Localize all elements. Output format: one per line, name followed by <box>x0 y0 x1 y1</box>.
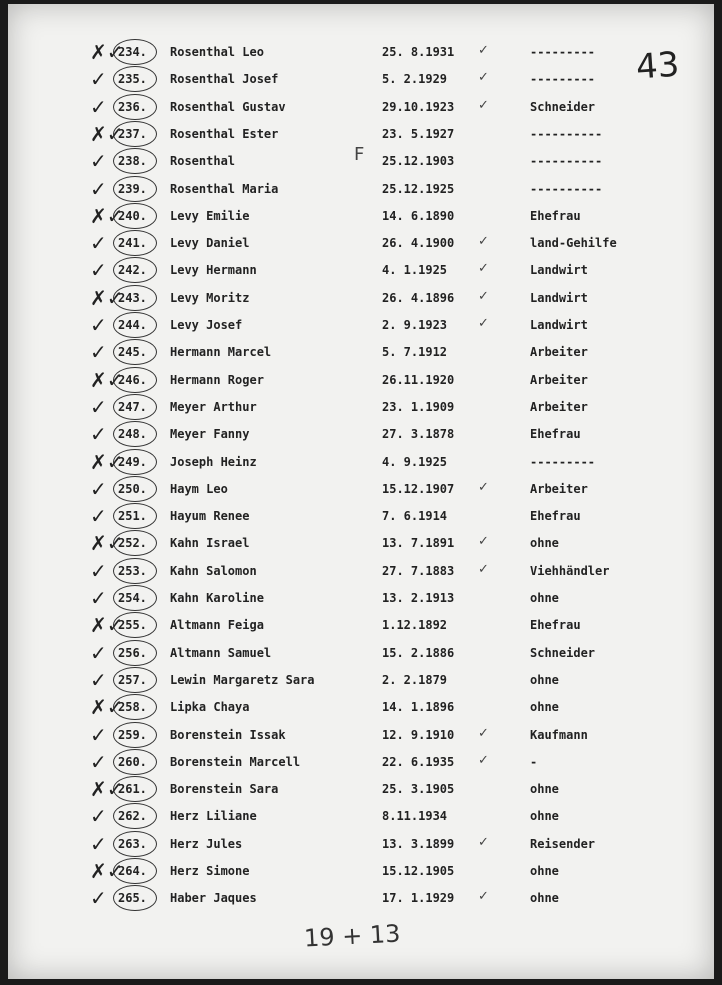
entry-name: Herz Jules <box>170 836 243 851</box>
tick-mark-icon: ✓ <box>90 667 107 692</box>
entry-birth-date: 4. 1.1925 <box>382 263 448 278</box>
list-item <box>8 151 714 178</box>
entry-birth-date: 23. 5.1927 <box>382 126 455 141</box>
entry-name: Meyer Arthur <box>170 399 257 414</box>
entry-occupation: Schneider <box>530 645 596 660</box>
entry-occupation: Landwirt <box>530 318 588 332</box>
entry-number: 253. <box>118 563 147 578</box>
entry-name: Haym Leo <box>170 481 228 496</box>
list-item <box>8 506 714 533</box>
entry-birth-date: 15. 2.1886 <box>382 645 455 660</box>
entry-name: Meyer Fanny <box>170 427 250 442</box>
entry-birth-date: 14. 6.1890 <box>382 208 455 223</box>
list-item <box>8 749 714 779</box>
entry-name: Levy Emilie <box>170 208 250 223</box>
entry-name: Rosenthal <box>170 154 236 169</box>
entry-name: Rosenthal Leo <box>170 45 264 59</box>
entry-number: 258. <box>118 700 147 715</box>
entry-number: 248. <box>118 427 147 442</box>
entry-occupation: --------- <box>530 72 596 87</box>
tick-mark-icon: ✓ <box>90 831 107 856</box>
entry-number: 243. <box>118 290 147 305</box>
tick-mark-icon: ✓ <box>90 340 107 365</box>
entry-name: Altmann Feiga <box>170 618 264 633</box>
entry-number: 259. <box>118 727 147 742</box>
entry-occupation: Viehhändler <box>530 563 610 578</box>
list-item <box>8 779 714 806</box>
entry-occupation: ohne <box>530 891 559 906</box>
list-item <box>8 285 714 315</box>
entry-name: Borenstein Issak <box>170 727 286 742</box>
document-page <box>8 4 714 979</box>
entry-birth-date: 25.12.1925 <box>382 181 455 196</box>
entry-occupation: ohne <box>530 536 559 551</box>
entry-birth-date: 26. 4.1900 <box>382 236 455 251</box>
tick-mark-icon: ✗✓ <box>90 203 124 228</box>
entry-number: 245. <box>118 345 147 360</box>
entry-name: Rosenthal Ester <box>170 126 279 141</box>
entry-birth-date: 23. 1.1909 <box>382 399 455 414</box>
tick-mark-icon: ✓ <box>90 640 107 665</box>
check-mark-icon: ✓ <box>478 725 489 741</box>
entry-number: 246. <box>118 372 147 387</box>
list-item <box>8 121 714 151</box>
entry-birth-date: 12. 9.1910 <box>382 727 455 742</box>
entry-number: 236. <box>118 99 147 114</box>
tick-mark-icon: ✓ <box>90 558 107 583</box>
entry-name: Lipka Chaya <box>170 700 250 715</box>
entry-name: Kahn Karoline <box>170 591 264 605</box>
entry-number: 240. <box>118 208 147 223</box>
tick-mark-icon: ✓ <box>90 149 107 174</box>
tick-mark-icon: ✓ <box>90 67 107 92</box>
list-item <box>8 233 714 260</box>
tick-mark-icon: ✗✓ <box>90 613 124 638</box>
entry-number: 261. <box>118 782 147 797</box>
check-mark-icon: ✓ <box>478 479 489 495</box>
entry-occupation: Arbeiter <box>530 345 588 360</box>
tick-mark-icon: ✓ <box>90 886 107 911</box>
entry-occupation: Reisender <box>530 836 596 851</box>
tick-mark-icon: ✗✓ <box>90 777 124 802</box>
list-item <box>8 94 714 124</box>
check-mark-icon: ✓ <box>478 234 489 250</box>
entry-occupation: ohne <box>530 809 559 824</box>
entry-birth-date: 13. 7.1891 <box>382 536 455 551</box>
entry-number: 244. <box>118 318 147 332</box>
entry-occupation: ohne <box>530 700 559 715</box>
entry-occupation: Ehefrau <box>530 618 581 633</box>
list-item <box>8 831 714 861</box>
tick-mark-icon: ✓ <box>90 231 107 256</box>
tick-mark-icon: ✓ <box>90 422 107 447</box>
entry-occupation: --------- <box>530 454 596 469</box>
entry-number: 235. <box>118 72 147 87</box>
tick-mark-icon: ✓ <box>90 504 107 529</box>
entry-name: Lewin Margaretz Sara <box>170 672 315 687</box>
entry-name: Rosenthal Gustav <box>170 99 286 114</box>
list-item <box>8 260 714 287</box>
entry-name: Kahn Israel <box>170 536 250 551</box>
list-item <box>8 449 714 479</box>
list-item <box>8 667 714 697</box>
entry-birth-date: 27. 7.1883 <box>382 563 455 578</box>
list-item <box>8 42 714 69</box>
check-mark-icon: ✓ <box>478 70 489 86</box>
entry-number: 238. <box>118 154 147 169</box>
entry-number: 251. <box>118 509 147 524</box>
entry-occupation: ohne <box>530 782 559 797</box>
entry-birth-date: 5. 2.1929 <box>382 72 448 87</box>
check-mark-icon: ✓ <box>478 889 489 905</box>
entry-number: 264. <box>118 864 147 878</box>
entry-occupation: ohne <box>530 672 559 687</box>
check-mark-icon: ✓ <box>478 316 489 331</box>
entry-number: 241. <box>118 236 147 251</box>
entry-birth-date: 26. 4.1896 <box>382 290 455 305</box>
entry-occupation: Arbeiter <box>530 372 588 387</box>
entry-name: Haber Jaques <box>170 891 257 906</box>
entry-occupation: Arbeiter <box>530 481 588 496</box>
entry-number: 242. <box>118 263 147 278</box>
entry-birth-date: 29.10.1923 <box>382 99 455 114</box>
list-item <box>8 861 714 888</box>
tick-mark-icon: ✓ <box>90 749 107 774</box>
list-item <box>8 342 714 369</box>
list-item <box>8 203 714 233</box>
check-mark-icon: ✓ <box>478 752 489 768</box>
entry-name: Levy Daniel <box>170 236 250 251</box>
entry-occupation: ---------- <box>530 181 603 196</box>
check-mark-icon: ✓ <box>478 534 489 550</box>
entry-number: 239. <box>118 181 147 196</box>
entry-name: Herz Simone <box>170 864 250 878</box>
entry-name: Borenstein Marcell <box>170 754 301 769</box>
entry-birth-date: 15.12.1905 <box>382 864 455 878</box>
entry-birth-date: 13. 3.1899 <box>382 836 455 851</box>
entry-occupation: ohne <box>530 864 559 878</box>
entry-birth-date: 1.12.1892 <box>382 618 448 633</box>
entry-number: 256. <box>118 645 147 660</box>
entry-name: Rosenthal Maria <box>170 181 279 196</box>
tick-mark-icon: ✗✓ <box>90 695 124 720</box>
tick-mark-icon: ✗✓ <box>90 859 124 883</box>
entry-birth-date: 25. 3.1905 <box>382 782 455 797</box>
entry-number: 250. <box>118 481 147 496</box>
entry-number: 255. <box>118 618 147 633</box>
entry-name: Levy Moritz <box>170 290 250 305</box>
tick-mark-icon: ✗✓ <box>90 285 124 310</box>
entry-name: Joseph Heinz <box>170 454 257 469</box>
tick-mark-icon: ✓ <box>90 176 107 201</box>
tick-mark-icon: ✗✓ <box>90 121 124 146</box>
list-item <box>8 558 714 588</box>
entry-name: Levy Hermann <box>170 263 257 278</box>
entry-number: 262. <box>118 809 147 824</box>
handwritten-total: 19 + 13 <box>303 919 402 953</box>
entry-birth-date: 25.12.1903 <box>382 154 455 169</box>
entry-occupation: Ehefrau <box>530 427 581 442</box>
tick-mark-icon: ✓ <box>90 313 107 337</box>
entry-occupation: - <box>530 754 538 769</box>
entry-birth-date: 15.12.1907 <box>382 481 455 496</box>
list-item <box>8 640 714 670</box>
entry-birth-date: 4. 9.1925 <box>382 454 448 469</box>
tick-mark-icon: ✓ <box>90 476 107 501</box>
entry-birth-date: 2. 2.1879 <box>382 672 448 687</box>
entry-name: Hayum Renee <box>170 509 250 524</box>
entry-birth-date: 7. 6.1914 <box>382 509 448 524</box>
list-item <box>8 315 714 342</box>
entry-birth-date: 27. 3.1878 <box>382 427 455 442</box>
list-item <box>8 697 714 724</box>
entry-birth-date: 17. 1.1929 <box>382 891 455 906</box>
tick-mark-icon: ✗✓ <box>90 531 124 556</box>
tick-mark-icon: ✗✓ <box>90 449 124 474</box>
entry-occupation: ---------- <box>530 154 603 169</box>
entry-birth-date: 25. 8.1931 <box>382 45 455 59</box>
list-item <box>8 476 714 506</box>
entry-birth-date: 8.11.1934 <box>382 809 448 824</box>
entry-number: 252. <box>118 536 147 551</box>
list-item <box>8 69 714 96</box>
entry-number: 263. <box>118 836 147 851</box>
list-item <box>8 394 714 424</box>
check-mark-icon: ✓ <box>478 834 489 850</box>
entry-birth-date: 5. 7.1912 <box>382 345 448 360</box>
list-item <box>8 176 714 206</box>
tick-mark-icon: ✓ <box>90 394 107 419</box>
entry-name: Rosenthal Josef <box>170 72 279 87</box>
entry-occupation: --------- <box>530 45 596 59</box>
entry-name: Hermann Marcel <box>170 345 272 360</box>
entry-number: 260. <box>118 754 147 769</box>
entry-name: Borenstein Sara <box>170 782 279 797</box>
check-mark-icon: ✓ <box>478 561 489 577</box>
page-number: 43 <box>634 44 681 88</box>
entry-name: Hermann Roger <box>170 372 264 387</box>
list-item <box>8 888 714 915</box>
entry-number: 257. <box>118 672 147 687</box>
entry-number: 247. <box>118 399 147 414</box>
tick-mark-icon: ✓ <box>90 722 107 747</box>
entry-birth-date: 26.11.1920 <box>382 372 455 387</box>
entry-occupation: Ehefrau <box>530 509 581 524</box>
margin-note: F <box>354 144 365 165</box>
entry-occupation: Schneider <box>530 99 596 114</box>
tick-mark-icon: ✓ <box>90 586 107 610</box>
entry-occupation: Kaufmann <box>530 727 588 742</box>
entry-number: 265. <box>118 891 147 906</box>
entry-number: 237. <box>118 126 147 141</box>
entry-number: 234. <box>118 45 147 59</box>
entry-name: Levy Josef <box>170 318 243 332</box>
check-mark-icon: ✓ <box>478 97 489 113</box>
entry-number: 254. <box>118 591 147 605</box>
entry-birth-date: 14. 1.1896 <box>382 700 455 715</box>
entry-birth-date: 13. 2.1913 <box>382 591 455 605</box>
list-item <box>8 722 714 752</box>
check-mark-icon: ✓ <box>478 261 489 277</box>
entry-birth-date: 22. 6.1935 <box>382 754 455 769</box>
entry-name: Kahn Salomon <box>170 563 257 578</box>
tick-mark-icon: ✗✓ <box>90 40 124 64</box>
entry-occupation: ---------- <box>530 126 603 141</box>
list-item <box>8 424 714 451</box>
entry-occupation: Arbeiter <box>530 399 588 414</box>
entry-occupation: ohne <box>530 591 559 605</box>
entry-occupation: Landwirt <box>530 263 588 278</box>
tick-mark-icon: ✓ <box>90 804 107 829</box>
entry-name: Altmann Samuel <box>170 645 272 660</box>
entry-birth-date: 2. 9.1923 <box>382 318 448 332</box>
entry-occupation: Landwirt <box>530 290 588 305</box>
list-item <box>8 806 714 833</box>
tick-mark-icon: ✓ <box>90 258 107 283</box>
entry-number: 249. <box>118 454 147 469</box>
entry-occupation: Ehefrau <box>530 208 581 223</box>
tick-mark-icon: ✗✓ <box>90 367 124 392</box>
check-mark-icon: ✓ <box>478 288 489 304</box>
list-item <box>8 533 714 560</box>
entry-occupation: land-Gehilfe <box>530 236 617 251</box>
tick-mark-icon: ✓ <box>90 94 107 119</box>
list-item <box>8 588 714 615</box>
list-item <box>8 367 714 397</box>
list-item <box>8 615 714 642</box>
check-mark-icon: ✓ <box>478 43 489 58</box>
entry-name: Herz Liliane <box>170 809 257 824</box>
